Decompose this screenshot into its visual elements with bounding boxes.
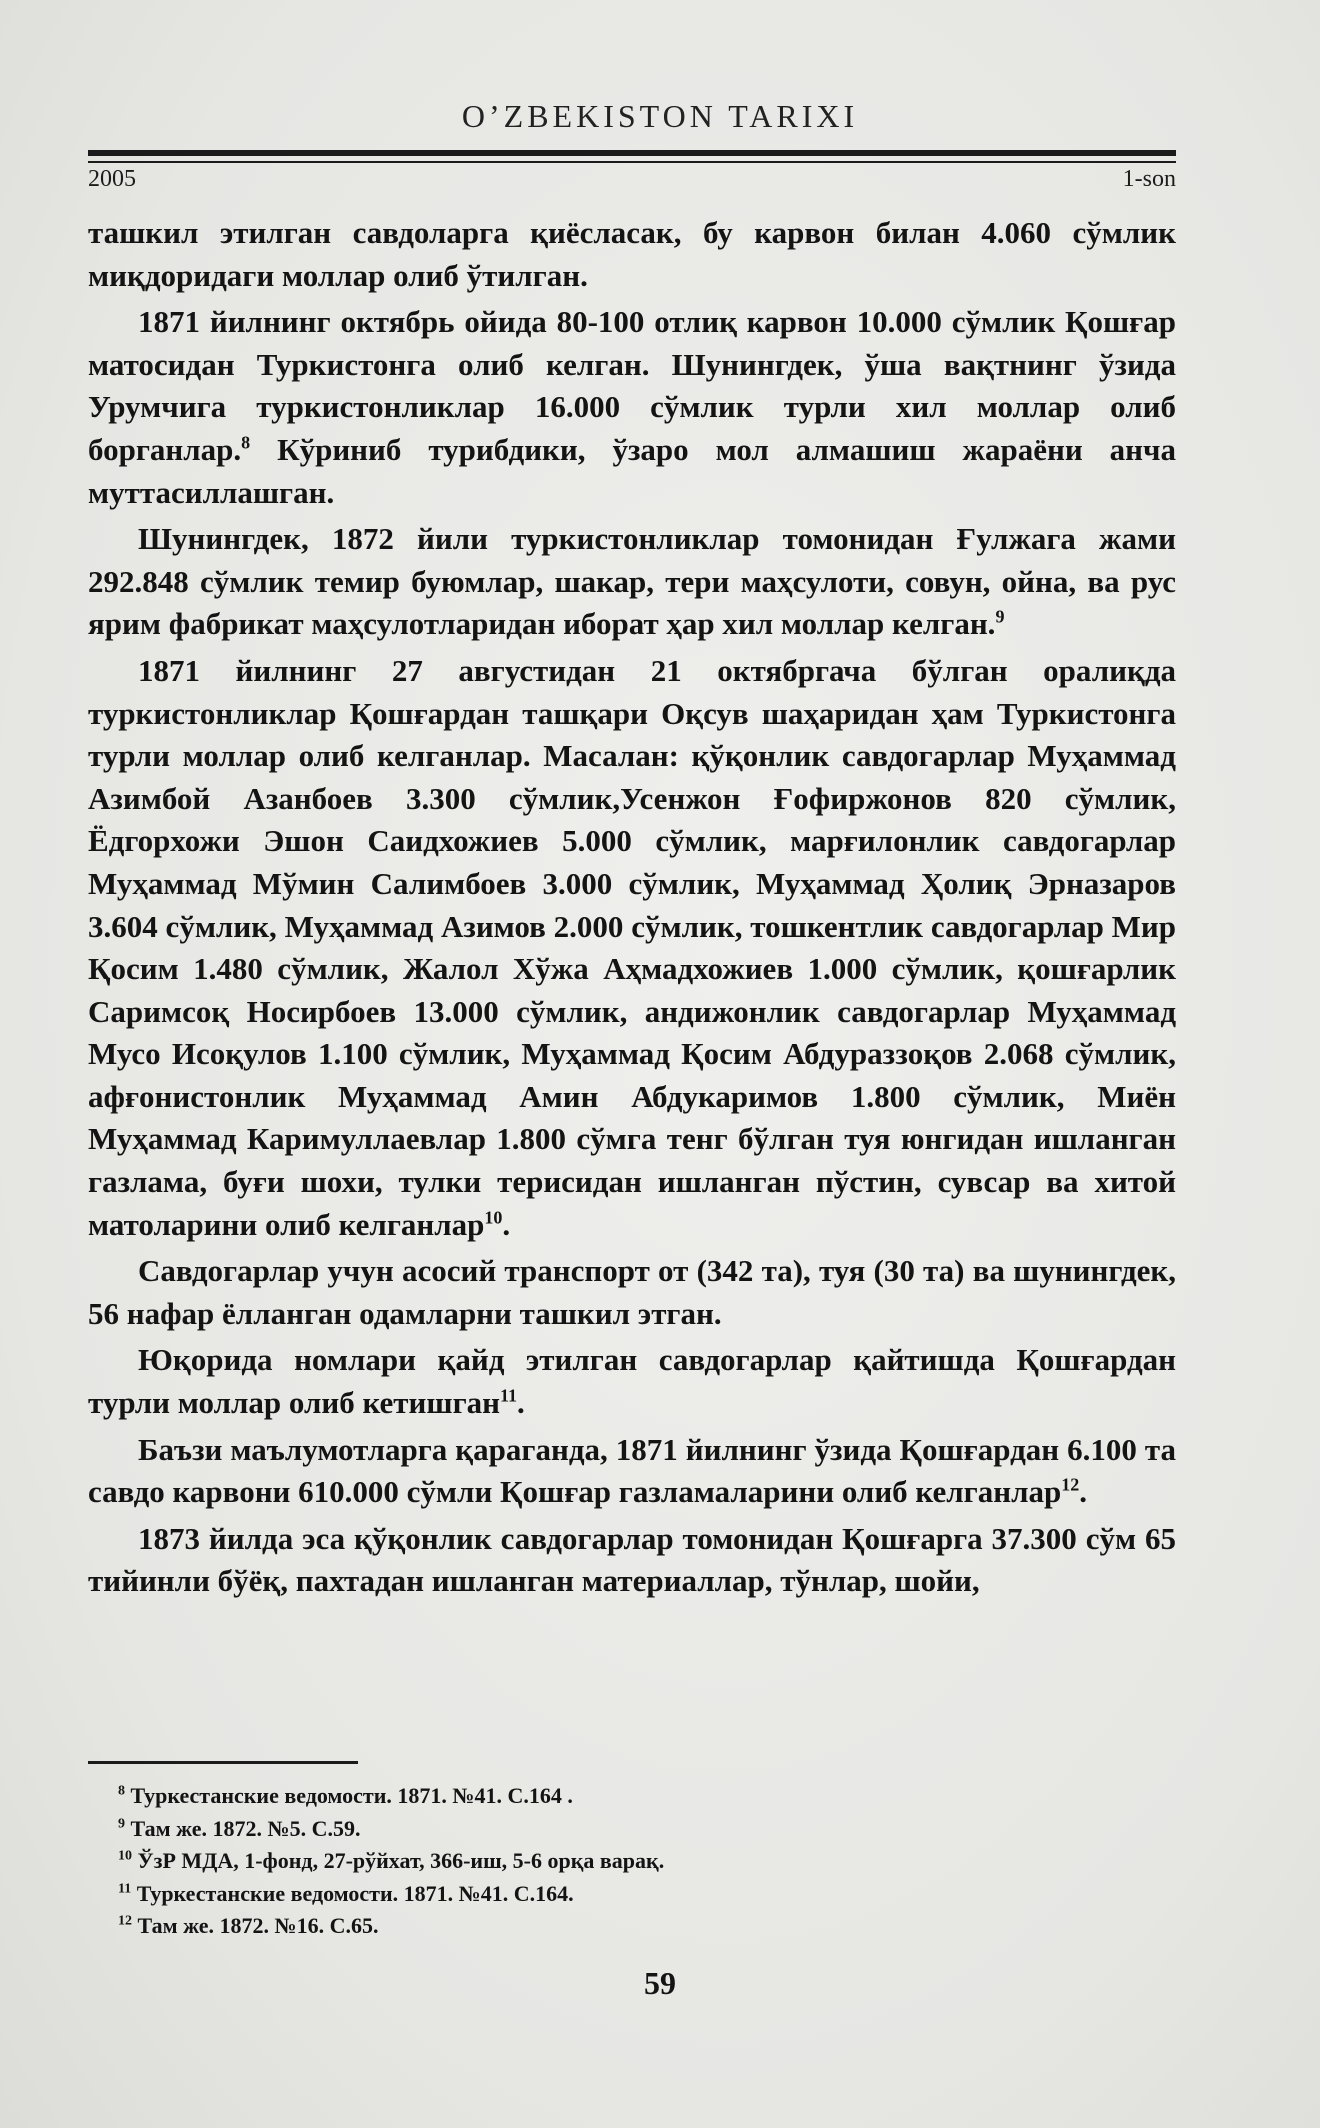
footnote-10: [118, 1845, 1018, 1878]
footnote-text: Там же. 1872. №16. С.65.: [137, 1913, 379, 1939]
footnote-number: 12: [118, 1914, 132, 1930]
paragraph-6-text: Юқорида номлари қайд этилган савдогарлар қайтишда Қошғардан турли моллар олиб кетишган: [88, 1342, 1176, 1421]
paragraph-7-text-after: .: [1079, 1474, 1087, 1510]
header-rule-thick: [88, 150, 1176, 156]
footnote-number: 8: [118, 1783, 125, 1799]
paragraph-3: [88, 518, 1176, 646]
footnote-number: 9: [118, 1816, 125, 1832]
article-body: [88, 212, 1176, 1607]
paragraph-2-text-after: Кўриниб турибдики, ўзаро мол алмашиш жараёни анча муттасиллашган.: [88, 431, 1176, 510]
page-number: 59: [644, 1965, 676, 2001]
paragraph-1-text: ташкил этилган савдоларга қиёсласак, бу карвон билан 4.060 сўмлик миқдоридаги моллар олиб ўтилган.: [88, 215, 1176, 293]
paragraph-7-text: Баъзи маълумотларга қараганда, 1871 йилнинг ўзида Қошғардан 6.100 та савдо карвони 610.000 сўмли Қошғар газламаларини олиб келганлар: [88, 1431, 1176, 1510]
footnote-11: [118, 1878, 1018, 1911]
paragraph-3-text: Шунингдек, 1872 йили туркистонликлар томонидан Ғулжага жами 292.848 сўмлик темир буюмлар, шакар, тери маҳсулоти, совун, ойна, ва рус ярим фабрикат маҳсулотларидан иборат ҳар хил моллар келган.: [88, 521, 1176, 642]
footnote-ref-8[interactable]: 8: [241, 432, 251, 453]
footnote-text: Туркестанские ведомости. 1871. №41. С.164.: [136, 1880, 574, 1906]
paragraph-6-text-after: .: [517, 1385, 525, 1421]
paragraph-4-text-after: .: [502, 1206, 511, 1242]
paragraph-8-text: 1873 йилда эса қўқонлик савдогарлар томонидан Қошғарга 37.300 сўм 65 тийинли бўёқ, пахтадан ишланган материаллар, тўнлар, шойи,: [88, 1520, 1176, 1599]
paragraph-6: [88, 1339, 1176, 1424]
paragraph-8: [88, 1518, 1176, 1603]
footnotes: [118, 1780, 1018, 1943]
paragraph-2: [88, 301, 1176, 514]
paragraph-1: [88, 212, 1176, 297]
footnote-12: [118, 1910, 1018, 1943]
footnote-number: 11: [118, 1881, 132, 1897]
journal-title: O’ZBEKISTON TARIXI: [461, 98, 859, 134]
footnote-separator: [88, 1761, 358, 1764]
paragraph-7: [88, 1429, 1176, 1514]
paragraph-2-text: 1871 йилнинг октябрь ойида 80-100 отлиқ карвон 10.000 сўмлик Қошғар матосидан Туркистонга олиб келган. Шунингдек, ўша вақтнинг ўзида Урумчига туркистонликлар 16.000 сўмлик турли хил моллар олиб борганлар.: [88, 304, 1176, 467]
paragraph-4-text: 1871 йилнинг 27 августидан 21 октябргача бўлган оралиқда туркистонликлар Қошғардан ташқари Оқсув шаҳаридан ҳам Туркистонга турли моллар олиб келганлар. Масалан: қўқонлик савдогарлар Муҳаммад Азимбой Азанбоев 3.300 сўмлик,Усенжон Ғофиржонов 820 сўмлик, Ёдгорхожи Эшон Саидхожиев 5.000 сўмлик, марғилонлик савдогарлар Муҳаммад Мўмин Салимбоев 3.000 сўмлик, Муҳаммад Ҳолиқ Эрназаров 3.604 сўмлик, Муҳаммад Азимов 2.000 сўмлик, тошкентлик савдогарлар Мир Қосим 1.480 сўмлик, Жалол Хўжа Аҳмадхожиев 1.000 сўмлик, қошғарлик Саримсоқ Носирбоев 13.000 сўмлик, андижонлик савдогарлар Муҳаммад Мусо Исоқулов 1.100 сўмлик, Муҳаммад Қосим Абдураззоқов 2.068 сўмлик, афғонистонлик Муҳаммад Амин Абдукаримов 1.800 сўмлик, Миён Муҳаммад Каримуллаевлар 1.800 сўмга тенг бўлган туя юнгидан ишланган газлама, буғи шохи, тулки терисидан ишланган пўстин, сувсар ва хитой матоларини олиб келганлар: [88, 652, 1176, 1242]
issue-number: 1-son: [1122, 166, 1176, 192]
footnote-text: Там же. 1872. №5. С.59.: [130, 1815, 361, 1841]
footnote-ref-10[interactable]: 10: [484, 1207, 503, 1228]
issue-year: 2005: [88, 166, 136, 192]
footnote-ref-9[interactable]: 9: [995, 607, 1005, 628]
footnote-text: Туркестанские ведомости. 1871. №41. С.164 .: [130, 1783, 573, 1808]
paragraph-5-text: Савдогарлар учун асосий транспорт от (342 та), туя (30 та) ва шунингдек, 56 нафар ёлланган одамларни ташкил этган.: [88, 1253, 1176, 1331]
footnote-8: [118, 1780, 1018, 1813]
header-rule-thin: [88, 161, 1176, 163]
footnote-9: [118, 1813, 1018, 1846]
footnote-ref-11[interactable]: 11: [500, 1385, 518, 1406]
footnote-text: ЎзР МДА, 1-фонд, 27-рўйхат, 366-иш, 5-6 орқа варақ.: [137, 1848, 665, 1874]
paragraph-5: [88, 1250, 1176, 1335]
footnote-number: 10: [118, 1848, 132, 1864]
footnote-ref-12[interactable]: 12: [1061, 1474, 1080, 1495]
paragraph-4: [88, 650, 1176, 1246]
